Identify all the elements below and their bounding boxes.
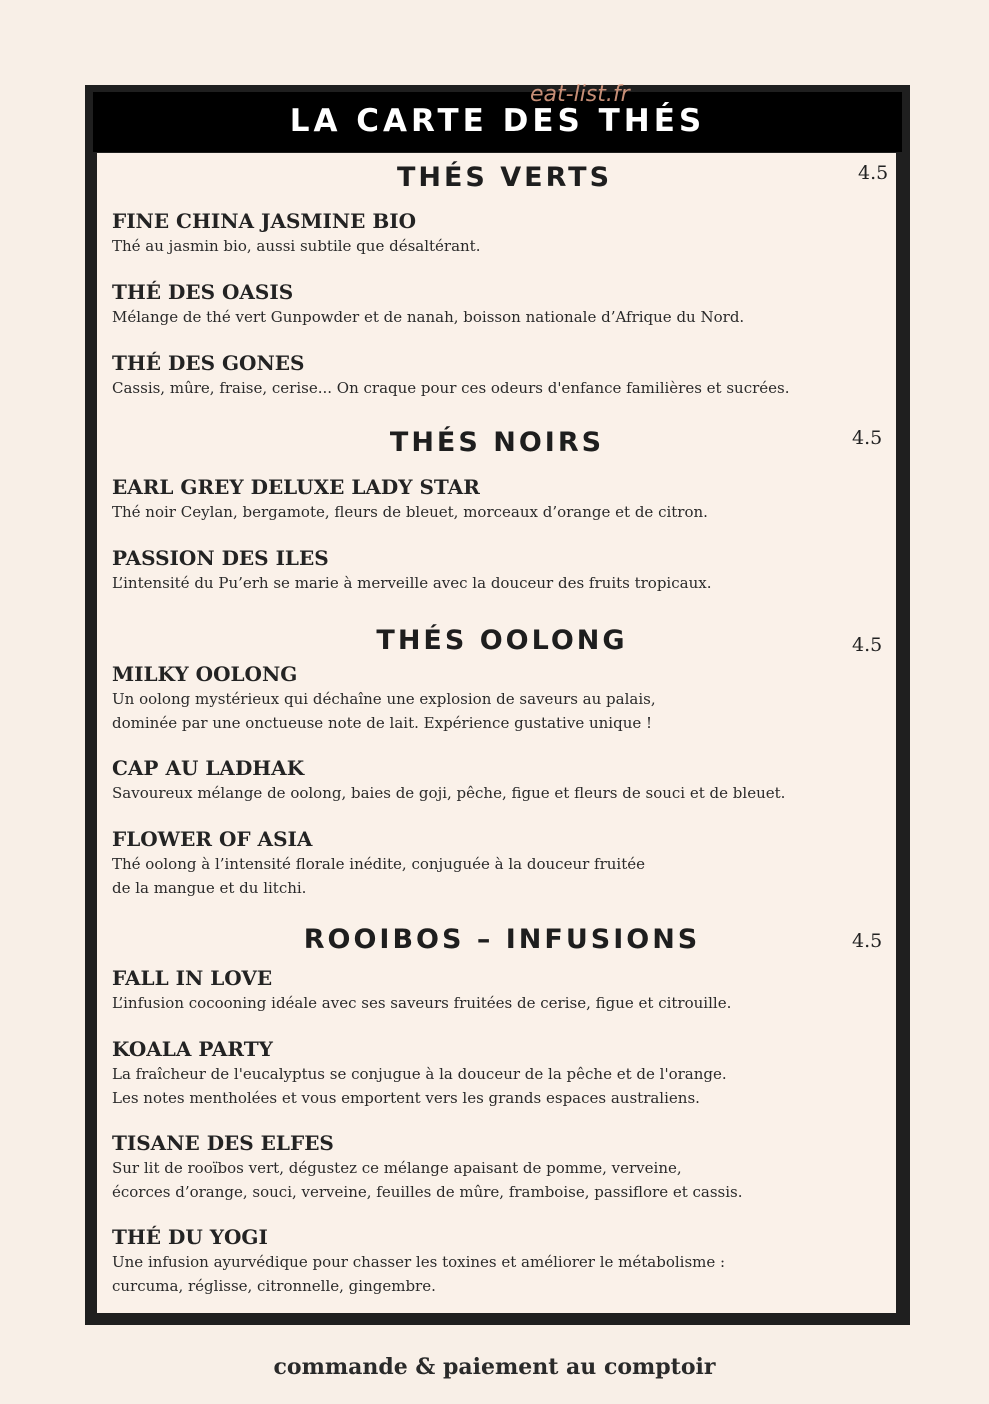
item-description: La fraîcheur de l'eucalyptus se conjugue à la douceur de la pêche et de l'orange. bbox=[112, 1065, 727, 1083]
menu-title: LA CARTE DES THÉS bbox=[289, 103, 706, 139]
item-name: MILKY OOLONG bbox=[112, 662, 298, 686]
item-description: Thé au jasmin bio, aussi subtile que désaltérant. bbox=[112, 237, 481, 255]
item-name: PASSION DES ILES bbox=[112, 546, 329, 570]
item-description: Savoureux mélange de oolong, baies de goji, pêche, figue et fleurs de souci et de bleuet. bbox=[112, 784, 786, 802]
item-description: L’intensité du Pu’erh se marie à merveille avec la douceur des fruits tropicaux. bbox=[112, 574, 712, 592]
item-name: THÉ DES GONES bbox=[112, 351, 305, 375]
item-description: Une infusion ayurvédique pour chasser les toxines et améliorer le métabolisme : bbox=[112, 1253, 726, 1271]
footer-note: commande & paiement au comptoir bbox=[273, 1354, 716, 1380]
item-description: L’infusion cocooning idéale avec ses saveurs fruitées de cerise, figue et citrouille. bbox=[112, 994, 732, 1012]
item-name: KOALA PARTY bbox=[112, 1037, 273, 1061]
item-description: écorces d’orange, souci, verveine, feuilles de mûre, framboise, passiflore et cassis. bbox=[112, 1183, 743, 1201]
item-name: FLOWER OF ASIA bbox=[112, 827, 313, 851]
menu-item bbox=[112, 755, 872, 805]
item-name: CAP AU LADHAK bbox=[112, 756, 305, 780]
item-description: Un oolong mystérieux qui déchaîne une explosion de saveurs au palais, bbox=[112, 690, 656, 708]
menu-item bbox=[112, 826, 872, 900]
section-price-thes-verts: 4.5 bbox=[858, 162, 889, 184]
item-description: Sur lit de rooïbos vert, dégustez ce mélange apaisant de pomme, verveine, bbox=[112, 1159, 682, 1177]
menu-item bbox=[112, 1036, 872, 1110]
item-name: THÉ DU YOGI bbox=[112, 1225, 268, 1249]
item-name: FALL IN LOVE bbox=[112, 966, 273, 990]
item-description: Mélange de thé vert Gunpowder et de nanah, boisson nationale d’Afrique du Nord. bbox=[112, 308, 745, 326]
menu-item bbox=[112, 474, 872, 524]
item-name: FINE CHINA JASMINE BIO bbox=[112, 209, 417, 233]
item-name: EARL GREY DELUXE LADY STAR bbox=[112, 475, 480, 499]
item-description: Thé oolong à l’intensité florale inédite, conjuguée à la douceur fruitée bbox=[112, 855, 646, 873]
section-price-rooibos-infusions: 4.5 bbox=[852, 930, 883, 952]
item-description: dominée par une onctueuse note de lait. Expérience gustative unique ! bbox=[112, 714, 653, 732]
menu-item bbox=[112, 1224, 872, 1298]
item-description: de la mangue et du litchi. bbox=[112, 879, 307, 897]
section-title-thes-noirs: THÉS NOIRS bbox=[389, 427, 605, 458]
menu-item bbox=[112, 965, 872, 1015]
watermark: eat-list.fr bbox=[530, 82, 630, 107]
item-description: Cassis, mûre, fraise, cerise... On craque pour ces odeurs d'enfance familières et sucrées. bbox=[112, 379, 790, 397]
section-title-thes-oolong: THÉS OOLONG bbox=[376, 625, 628, 656]
section-price-thes-noirs: 4.5 bbox=[852, 427, 883, 449]
item-description: curcuma, réglisse, citronnelle, gingembre. bbox=[112, 1277, 436, 1295]
menu-item bbox=[112, 350, 872, 400]
menu-item bbox=[112, 279, 872, 329]
section-price-thes-oolong: 4.5 bbox=[852, 634, 883, 656]
item-name: TISANE DES ELFES bbox=[112, 1131, 334, 1155]
section-title-thes-verts: THÉS VERTS bbox=[396, 162, 613, 193]
item-name: THÉ DES OASIS bbox=[112, 280, 294, 304]
menu-item bbox=[112, 661, 872, 735]
section-title-rooibos-infusions: ROOIBOS – INFUSIONS bbox=[303, 924, 701, 955]
menu-item bbox=[112, 208, 872, 258]
item-description: Les notes mentholées et vous emportent vers les grands espaces australiens. bbox=[112, 1089, 700, 1107]
menu-item bbox=[112, 1130, 872, 1204]
item-description: Thé noir Ceylan, bergamote, fleurs de bleuet, morceaux d’orange et de citron. bbox=[112, 503, 708, 521]
menu-item bbox=[112, 545, 872, 595]
